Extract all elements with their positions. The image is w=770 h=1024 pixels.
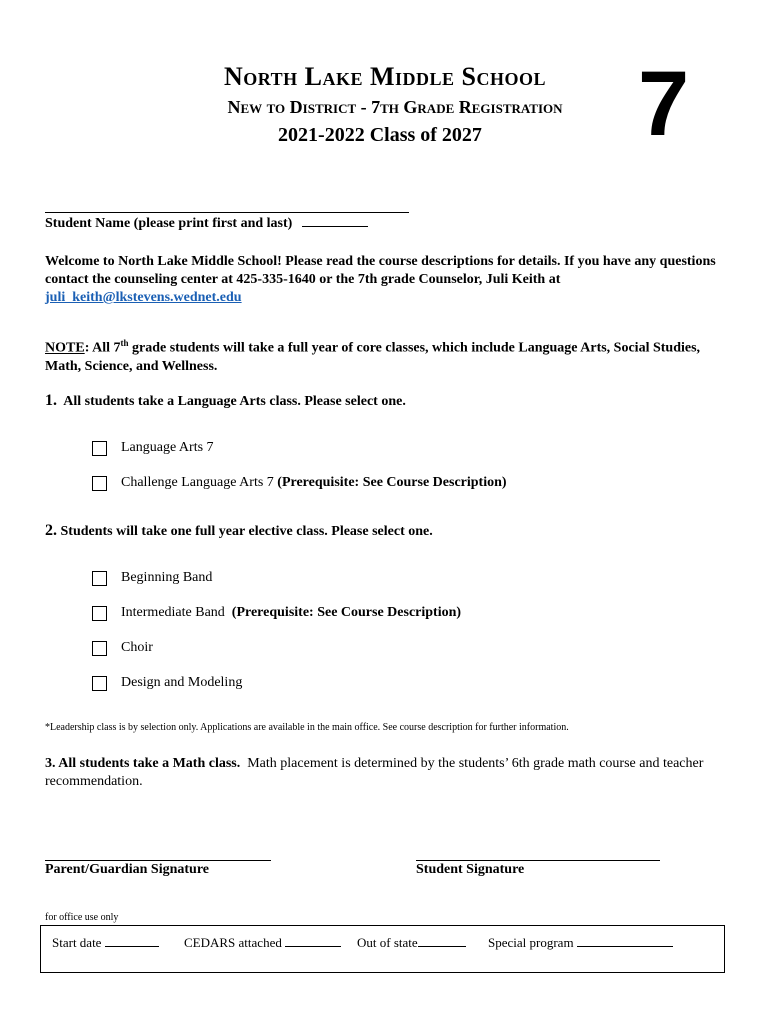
office-cedars-attached[interactable] — [184, 935, 341, 951]
note-text-b: grade students will take a full year of core classes, which include Language Arts, Social Studies, Math, Science, and Wellness. — [45, 340, 701, 374]
field-blank[interactable] — [105, 936, 159, 947]
field-blank[interactable] — [285, 936, 341, 947]
student-name-row — [45, 214, 368, 232]
note-sup: th — [120, 338, 129, 348]
q3-bold: 3. All students take a Math class. — [45, 756, 241, 771]
grade-number: 7 — [638, 53, 690, 155]
field-blank[interactable] — [577, 936, 673, 947]
option-prereq-note: (Prerequisite: See Course Description) — [277, 475, 507, 490]
office-use-label: for office use only — [45, 912, 119, 923]
option-label: Intermediate Band — [121, 605, 225, 620]
school-title: North Lake Middle School — [223, 62, 547, 91]
checkbox[interactable] — [92, 641, 107, 656]
field-blank[interactable] — [418, 936, 466, 947]
checkbox[interactable] — [92, 476, 107, 491]
student-name-line[interactable] — [45, 212, 409, 213]
question-3 — [45, 755, 735, 791]
office-out-of-state[interactable] — [357, 935, 466, 951]
option-label: Challenge Language Arts 7 — [121, 475, 274, 490]
field-label: Special program — [488, 935, 574, 950]
field-label: Out of state — [357, 935, 418, 950]
welcome-text: Welcome to North Lake Middle School! Please read the course descriptions for details. If you have any questions contact the counseling center at 425-335-1640 or the 7th grade Counselor, Juli Keith at — [45, 254, 716, 287]
option-choir[interactable] — [92, 640, 153, 656]
note-label: NOTE — [45, 340, 85, 356]
checkbox[interactable] — [92, 606, 107, 621]
question-2 — [45, 522, 433, 540]
option-beginning-band[interactable] — [92, 570, 212, 586]
form-subtitle: New to District - 7th Grade Registration — [227, 97, 563, 117]
option-design-and-modeling[interactable] — [92, 675, 242, 691]
leadership-footnote: *Leadership class is by selection only. Applications are available in the main office. See course description for further information. — [45, 722, 569, 733]
student-name-label: Student Name (please print first and last) — [45, 216, 293, 231]
note-text-a: : All 7 — [84, 340, 121, 356]
parent-signature-line[interactable] — [45, 860, 271, 861]
office-start-date[interactable] — [52, 935, 159, 951]
student-signature-label: Student Signature — [416, 862, 525, 877]
q1-number: 1. — [45, 392, 57, 409]
q2-number: 2. — [45, 522, 57, 539]
option-label: Design and Modeling — [121, 675, 243, 690]
q1-text: All students take a Language Arts class. Please select one. — [63, 394, 406, 409]
student-signature-line[interactable] — [416, 860, 660, 861]
option-label: Choir — [121, 640, 153, 655]
school-year: 2021-2022 Class of 2027 — [278, 124, 482, 146]
checkbox[interactable] — [92, 676, 107, 691]
field-label: Start date — [52, 935, 102, 950]
counselor-email-link[interactable]: juli_keith@lkstevens.wednet.edu — [45, 290, 242, 305]
checkbox[interactable] — [92, 441, 107, 456]
q2-text: Students will take one full year elective class. Please select one. — [60, 524, 433, 539]
question-1 — [45, 392, 406, 410]
note-paragraph — [45, 334, 725, 376]
welcome-paragraph — [45, 253, 725, 307]
q3-text: Math placement is determined by the students’ 6th grade math course and teacher recommendation. — [45, 756, 704, 789]
option-intermediate-band[interactable] — [92, 605, 461, 621]
checkbox[interactable] — [92, 571, 107, 586]
option-language-arts-7[interactable] — [92, 440, 214, 456]
field-label: CEDARS attached — [184, 935, 282, 950]
option-challenge-language-arts-7[interactable] — [92, 475, 507, 491]
parent-signature-label: Parent/Guardian Signature — [45, 862, 210, 877]
option-label: Beginning Band — [121, 570, 213, 585]
option-label: Language Arts 7 — [121, 440, 214, 455]
option-prereq-note: (Prerequisite: See Course Description) — [231, 605, 462, 620]
student-name-blank[interactable] — [302, 214, 368, 227]
office-special-program[interactable] — [488, 935, 673, 951]
